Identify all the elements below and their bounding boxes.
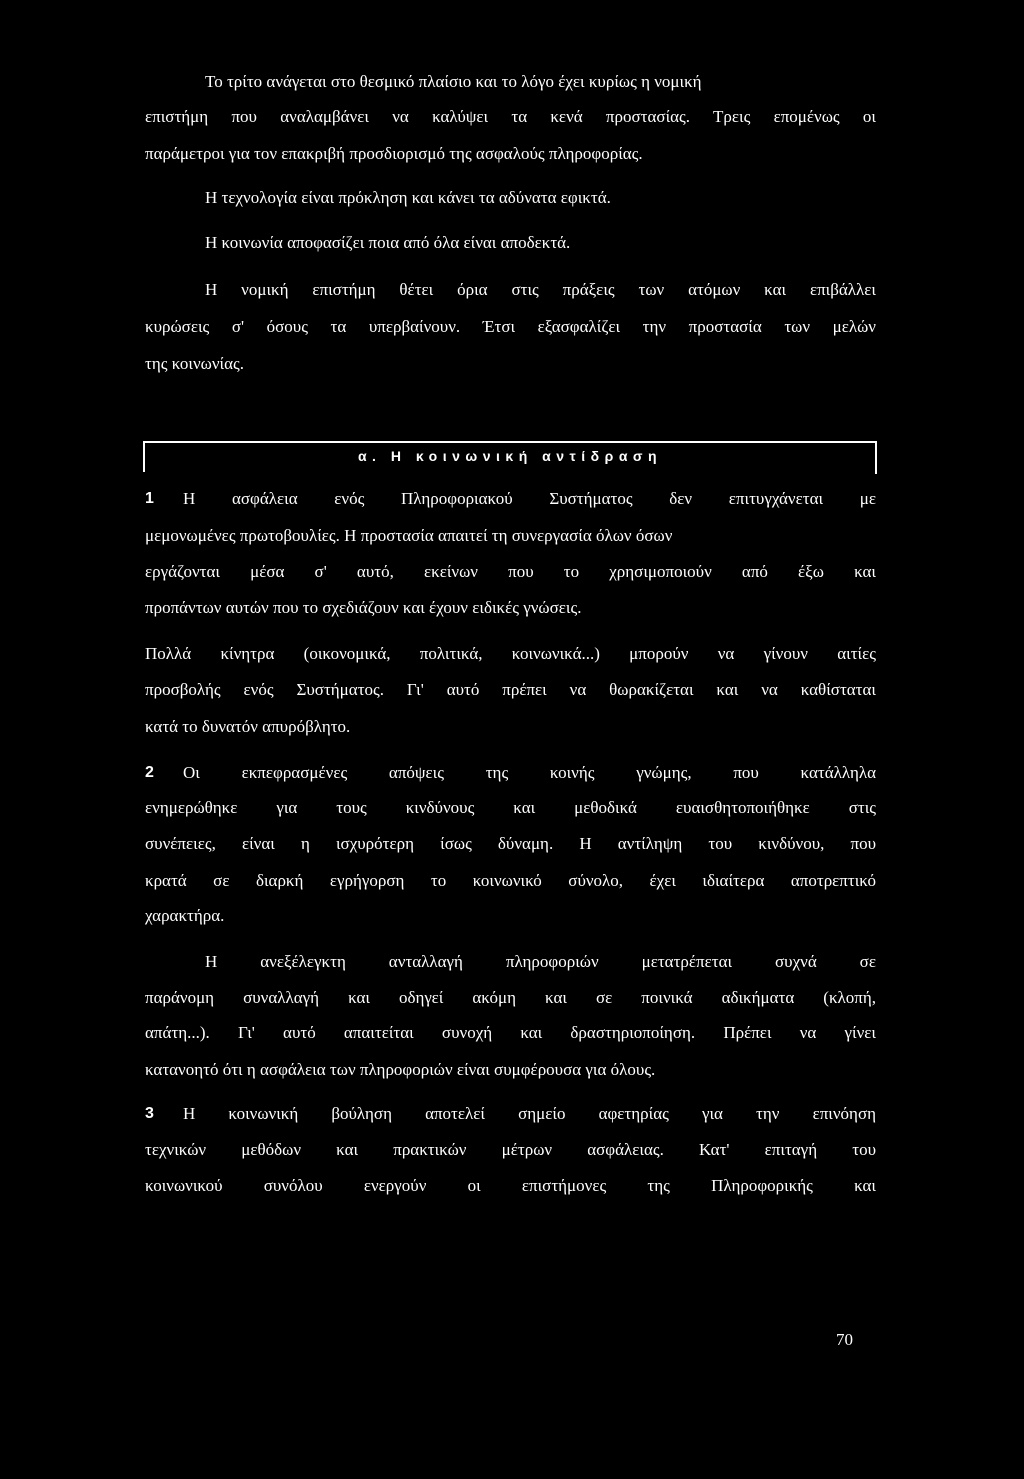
paragraph-line: Η ανεξέλεγκτη ανταλλαγή πληροφοριών μετατρέπεται συχνά σε: [205, 952, 876, 971]
paragraph-line: κοινωνικού συνόλου ενεργούν οι επιστήμονες της Πληροφορικής και: [145, 1176, 876, 1195]
item-number: 3: [145, 1105, 154, 1122]
paragraph-line: Η κοινωνία αποφασίζει ποια από όλα είναι αποδεκτά.: [205, 233, 571, 252]
paragraph-line: Η κοινωνική βούληση αποτελεί σημείο αφετηρίας για την επινόηση: [183, 1104, 876, 1123]
paragraph-line: εργάζονται μέσα σ' αυτό, εκείνων που το χρησιμοποιούν από έξω και: [145, 562, 876, 581]
numbered-paragraph-first-line: [145, 762, 876, 784]
paragraph-line: Το τρίτο ανάγεται στο θεσμικό πλαίσιο και το λόγο έχει κυρίως η νομική: [205, 72, 702, 91]
section-title: α. Η κοινωνική αντίδραση: [357, 448, 663, 464]
numbered-paragraph-first-line: [145, 488, 876, 510]
paragraph-line: Η τεχνολογία είναι πρόκληση και κάνει τα αδύνατα εφικτά.: [205, 188, 611, 207]
paragraph-line: μεμονωμένες πρωτοβουλίες. Η προστασία απαιτεί τη συνεργασία όλων όσων: [145, 526, 673, 545]
page-number: 70: [836, 1330, 853, 1349]
paragraph-line: της κοινωνίας.: [145, 354, 244, 373]
paragraph-line: συνέπειες, είναι η ισχυρότερη ίσως δύναμη. Η αντίληψη του κινδύνου, που: [145, 834, 876, 853]
paragraph-line: κατά το δυνατόν απυρόβλητο.: [145, 717, 351, 736]
paragraph-line: παράμετροι για τον επακριβή προσδιορισμό της ασφαλούς πληροφορίας.: [145, 144, 643, 163]
paragraph-line: προσβολής ενός Συστήματος. Γι' αυτό πρέπει να θωρακίζεται και να καθίσταται: [145, 680, 876, 699]
paragraph-line: προπάντων αυτών που το σχεδιάζουν και έχουν ειδικές γνώσεις.: [145, 598, 582, 617]
numbered-paragraph-first-line: [145, 1103, 876, 1125]
paragraph-line: κρατά σε διαρκή εγρήγορση το κοινωνικό σύνολο, έχει ιδιαίτερα αποτρεπτικό: [145, 871, 876, 890]
paragraph-line: παράνομη συναλλαγή και οδηγεί ακόμη και σε ποινικά αδικήματα (κλοπή,: [145, 988, 876, 1007]
paragraph-line: Η ασφάλεια ενός Πληροφοριακού Συστήματος δεν επιτυγχάνεται με: [183, 489, 876, 508]
paragraph-line: χαρακτήρα.: [145, 906, 225, 925]
section-heading-box: [143, 441, 877, 472]
item-number: 1: [145, 490, 154, 507]
paragraph-line: επιστήμη που αναλαμβάνει να καλύψει τα κενά προστασίας. Τρεις επομένως οι: [145, 107, 876, 126]
paragraph-line: κατανοητό ότι η ασφάλεια των πληροφοριών είναι συμφέρουσα για όλους.: [145, 1060, 656, 1079]
paragraph-line: απάτη...). Γι' αυτό απαιτείται συνοχή και δραστηριοποίηση. Πρέπει να γίνει: [145, 1023, 876, 1042]
item-number: 2: [145, 764, 154, 781]
paragraph-line: κυρώσεις σ' όσους τα υπερβαίνουν. Έτσι εξασφαλίζει την προστασία των μελών: [145, 317, 876, 336]
paragraph-line: Η νομική επιστήμη θέτει όρια στις πράξεις των ατόμων και επιβάλλει: [205, 280, 876, 299]
paragraph-line: τεχνικών μεθόδων και πρακτικών μέτρων ασφάλειας. Κατ' επιταγή του: [145, 1140, 876, 1159]
paragraph-line: ενημερώθηκε για τους κινδύνους και μεθοδικά ευαισθητοποιήθηκε στις: [145, 798, 876, 817]
paragraph-line: Πολλά κίνητρα (οικονομικά, πολιτικά, κοινωνικά...) μπορούν να γίνουν αιτίες: [145, 644, 876, 663]
paragraph-line: Οι εκπεφρασμένες απόψεις της κοινής γνώμης, που κατάλληλα: [183, 763, 876, 782]
